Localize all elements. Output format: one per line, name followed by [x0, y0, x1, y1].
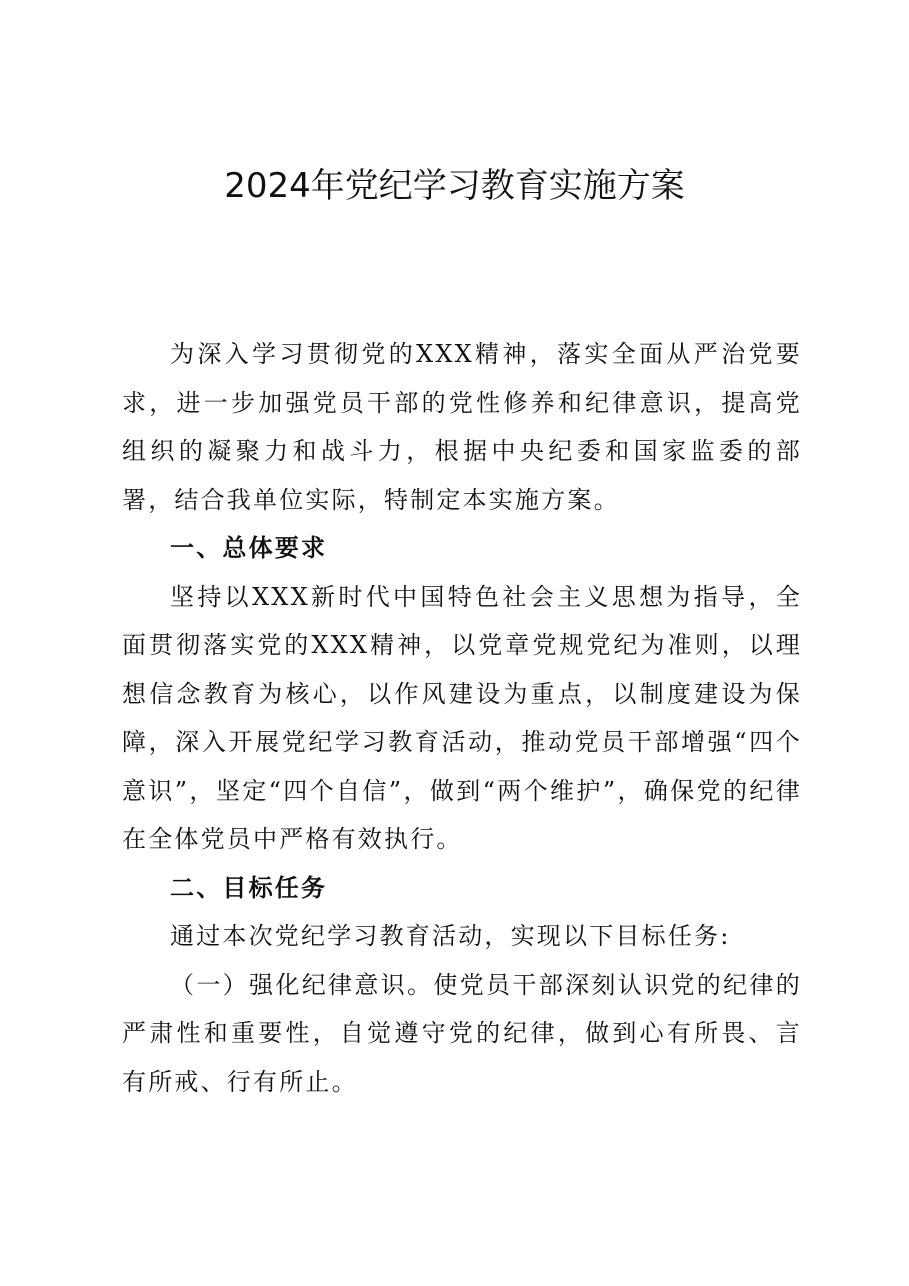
section-heading-general-requirements: 一、总体要求 — [170, 534, 328, 562]
document-body — [122, 330, 802, 1106]
general-requirements-paragraph: 坚持以XXX新时代中国特色社会主义思想为指导，全面贯彻落实党的XXX精神，以党章党规党纪为准则，以理想信念教育为核心，以作风建设为重点，以制度建设为保障，深入开展党纪学习教育活动，推动党员干部增强“四个意识”，坚定“四个自信”，做到“两个维护”，确保党的纪律在全体党员中严格有效执行。 — [122, 582, 802, 853]
intro-paragraph: 为深入学习贯彻党的XXX精神，落实全面从严治党要求，进一步加强党员干部的党性修养和纪律意识，提高党组织的凝聚力和战斗力，根据中央纪委和国家监委的部署，结合我单位实际，特制定本实施方案。 — [122, 340, 802, 514]
document-title: 2024年党纪学习教育实施方案 — [224, 166, 685, 206]
goals-tasks-intro-paragraph: 通过本次党纪学习教育活动，实现以下目标任务: — [170, 922, 731, 950]
section-heading-goals-tasks: 二、目标任务 — [170, 873, 328, 902]
task-one-paragraph: （一）强化纪律意识。使党员干部深刻认识党的纪律的严肃性和重要性，自觉遵守党的纪律，做到心有所畏、言有所戒、行有所止。 — [122, 970, 802, 1096]
